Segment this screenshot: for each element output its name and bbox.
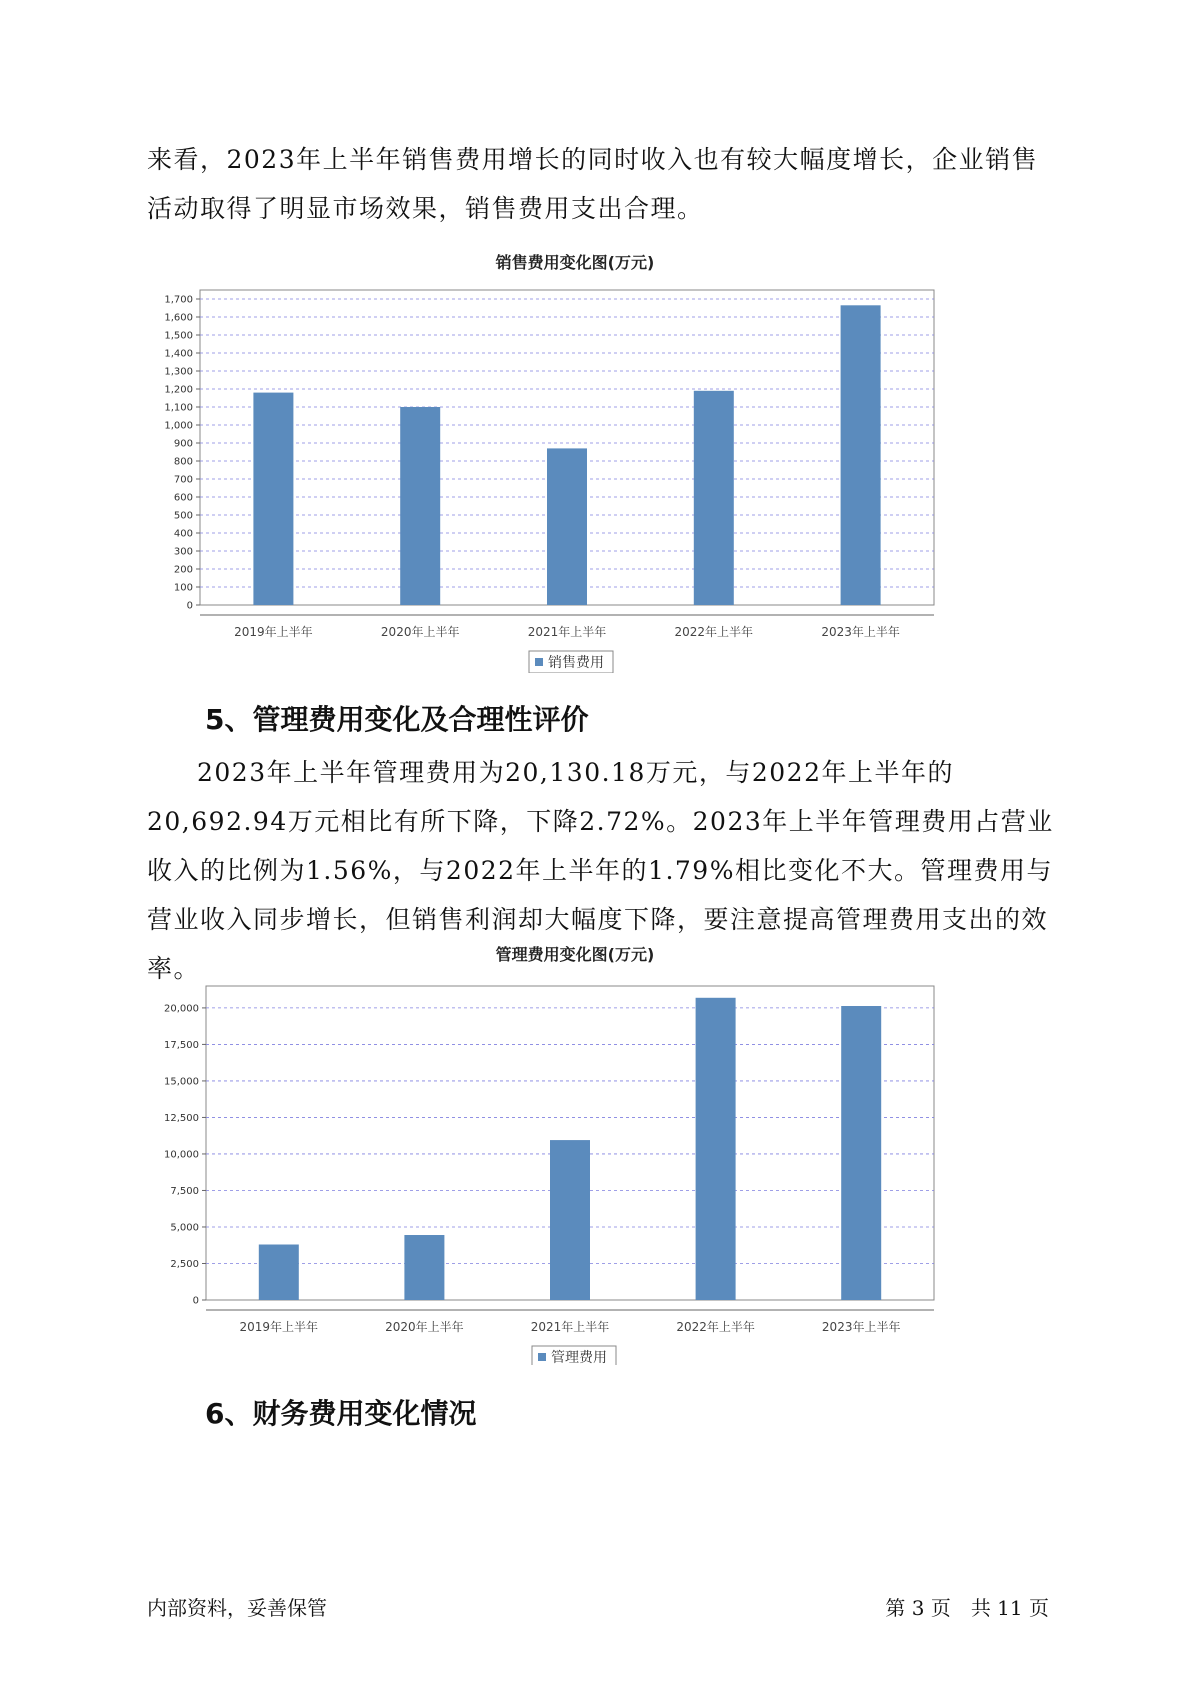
- y-tick-label: 15,000: [164, 1076, 199, 1088]
- legend-swatch: [535, 658, 543, 666]
- y-tick-label: 2,500: [170, 1258, 199, 1270]
- section5-paragraph: 2023年上半年管理费用为20,130.18万元，与2022年上半年的20,692.94万元相比有所下降，下降2.72%。2023年上半年管理费用占营业收入的比例为1.56%，与2022年上半年的1.79%相比变化不大。管理费用与营业收入同步增长，但销售利润却大幅度下降，要注意提高管理费用支出的效率。: [147, 758, 1054, 983]
- y-tick-label: 1,000: [164, 420, 193, 432]
- bar: [841, 305, 881, 605]
- admin-expense-chart: [150, 940, 1020, 1365]
- x-tick-label: 2020年上半年: [380, 625, 460, 639]
- chart-title: 销售费用变化图(万元): [495, 253, 655, 272]
- footer-confidential: 内部资料，妥善保管: [147, 1596, 327, 1620]
- y-tick-label: 1,600: [164, 312, 193, 324]
- y-tick-label: 300: [173, 546, 193, 558]
- footer-page-number: 第 3 页 共 11 页: [885, 1596, 1049, 1620]
- x-tick-label: 2019年上半年: [239, 1320, 319, 1334]
- y-tick-label: 0: [186, 600, 193, 612]
- y-tick-label: 5,000: [170, 1222, 199, 1234]
- y-tick-label: 1,300: [164, 366, 193, 378]
- bar: [694, 391, 734, 605]
- x-tick-label: 2021年上半年: [527, 625, 607, 639]
- sales-expense-chart-svg: [150, 248, 1020, 673]
- bar: [400, 407, 440, 605]
- bar: [841, 1006, 881, 1300]
- bar: [696, 998, 736, 1300]
- y-tick-label: 10,000: [164, 1149, 199, 1161]
- bar: [259, 1245, 299, 1300]
- x-tick-label: 2019年上半年: [234, 625, 313, 639]
- x-tick-label: 2023年上半年: [821, 1320, 901, 1334]
- y-tick-label: 1,400: [164, 348, 193, 360]
- x-tick-label: 2022年上半年: [676, 1320, 755, 1334]
- legend-label: 销售费用: [548, 655, 604, 671]
- y-tick-label: 0: [192, 1295, 199, 1307]
- admin-expense-chart-svg: [150, 940, 1020, 1365]
- y-tick-label: 700: [173, 474, 193, 486]
- legend-label: 管理费用: [551, 1350, 607, 1365]
- y-tick-label: 500: [173, 510, 193, 522]
- y-tick-label: 20,000: [164, 1003, 199, 1015]
- bar: [550, 1140, 590, 1300]
- intro-paragraph: 来看，2023年上半年销售费用增长的同时收入也有较大幅度增长，企业销售活动取得了明显市场效果，销售费用支出合理。: [147, 145, 1039, 223]
- legend-swatch: [538, 1353, 546, 1361]
- bar: [253, 393, 293, 605]
- y-tick-label: 17,500: [164, 1039, 199, 1051]
- y-tick-label: 7,500: [170, 1185, 199, 1197]
- y-tick-label: 1,700: [164, 294, 193, 306]
- section5-heading: 5、管理费用变化及合理性评价: [205, 703, 589, 736]
- sales-expense-chart: [150, 248, 1020, 673]
- section6-heading: 6、财务费用变化情况: [205, 1397, 477, 1430]
- y-tick-label: 12,500: [164, 1112, 199, 1124]
- bar: [404, 1235, 444, 1300]
- y-tick-label: 400: [173, 528, 193, 540]
- bar: [547, 448, 587, 605]
- y-tick-label: 600: [173, 492, 193, 504]
- x-tick-label: 2021年上半年: [530, 1320, 610, 1334]
- y-tick-label: 1,200: [164, 384, 193, 396]
- y-tick-label: 900: [173, 438, 193, 450]
- y-tick-label: 800: [173, 456, 193, 468]
- y-tick-label: 1,500: [164, 330, 193, 342]
- x-tick-label: 2020年上半年: [385, 1320, 464, 1334]
- y-tick-label: 200: [173, 564, 193, 576]
- x-tick-label: 2023年上半年: [821, 625, 900, 639]
- y-tick-label: 1,100: [164, 402, 193, 414]
- y-tick-label: 100: [173, 582, 193, 594]
- x-tick-label: 2022年上半年: [674, 625, 754, 639]
- chart-title: 管理费用变化图(万元): [495, 945, 655, 964]
